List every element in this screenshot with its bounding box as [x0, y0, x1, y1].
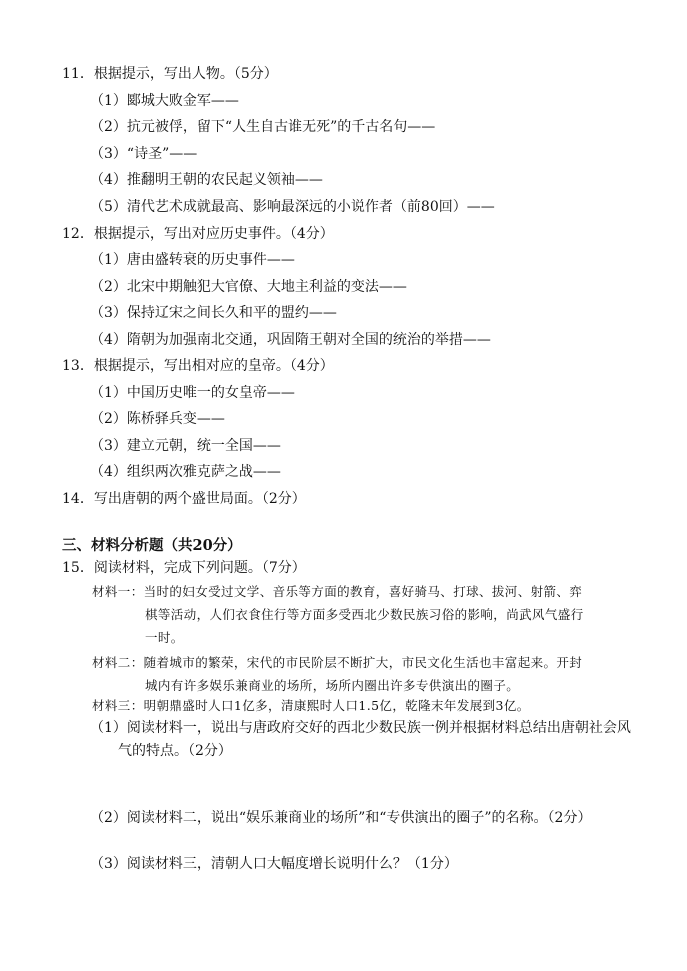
question-15-sub-1-line-2: 气的特点。（2分） [118, 743, 232, 759]
question-13-item-3: （3）建立元朝，统一全国—— [90, 438, 281, 454]
question-12-item-2: （2）北宋中期触犯大官僚、大地主利益的变法—— [90, 279, 407, 295]
question-15-sub-3: （3）阅读材料三，清朝人口大幅度增长说明什么？（1分） [90, 856, 458, 872]
question-11-item-4: （4）推翻明王朝的农民起义领袖—— [90, 172, 323, 188]
material-1-line-2: 棋等活动，人们衣食住行等方面多受西北少数民族习俗的影响，尚武风气盛行 [145, 607, 584, 622]
material-1-line-3: 一时。 [145, 630, 184, 645]
question-15-sub-1-line-1: （1）阅读材料一，说出与唐政府交好的西北少数民族一例并根据材料总结出唐朝社会风 [90, 720, 631, 736]
question-14-title: 14．写出唐朝的两个盛世局面。（2分） [62, 491, 306, 507]
material-3-line-1: 材料三：明朝鼎盛时人口1亿多，清康熙时人口1.5亿，乾隆末年发展到3亿。 [92, 698, 530, 713]
section-3-heading: 三、材料分析题（共20分） [62, 537, 242, 554]
question-12-item-1: （1）唐由盛转衰的历史事件—— [90, 252, 295, 268]
material-1-line-1: 材料一：当时的妇女受过文学、音乐等方面的教育，喜好骑马、打球、拔河、射箭、弈 [92, 584, 583, 599]
question-13-item-2: （2）陈桥驿兵变—— [90, 411, 225, 427]
question-13-item-1: （1）中国历史唯一的女皇帝—— [90, 385, 295, 401]
question-15-title: 15．阅读材料，完成下列问题。（7分） [62, 560, 306, 576]
question-11-item-3: （3）“诗圣”—— [90, 146, 198, 162]
question-13-title: 13．根据提示，写出相对应的皇帝。（4分） [62, 358, 334, 374]
material-2-line-2: 城内有许多娱乐兼商业的场所，场所内圈出许多专供演出的圈子。 [145, 678, 520, 693]
question-11-item-1: （1）郾城大败金军—— [90, 93, 239, 109]
question-11-item-5: （5）清代艺术成就最高、影响最深远的小说作者（前80回）—— [90, 199, 495, 215]
question-12-item-4: （4）隋朝为加强南北交通，巩固隋王朝对全国的统治的举措—— [90, 332, 491, 348]
question-12-item-3: （3）保持辽宋之间长久和平的盟约—— [90, 305, 337, 321]
question-11-title: 11．根据提示，写出人物。（5分） [62, 66, 278, 82]
material-2-line-1: 材料二：随着城市的繁荣，宋代的市民阶层不断扩大，市民文化生活也丰富起来。开封 [92, 655, 583, 670]
question-13-item-4: （4）组织两次雅克萨之战—— [90, 464, 281, 480]
question-15-sub-2: （2）阅读材料二，说出“娱乐兼商业的场所”和“专供演出的圈子”的名称。（2分） [90, 810, 592, 826]
question-12-title: 12．根据提示，写出对应历史事件。（4分） [62, 226, 334, 242]
question-11-item-2: （2）抗元被俘，留下“人生自古谁无死”的千古名句—— [90, 119, 436, 135]
